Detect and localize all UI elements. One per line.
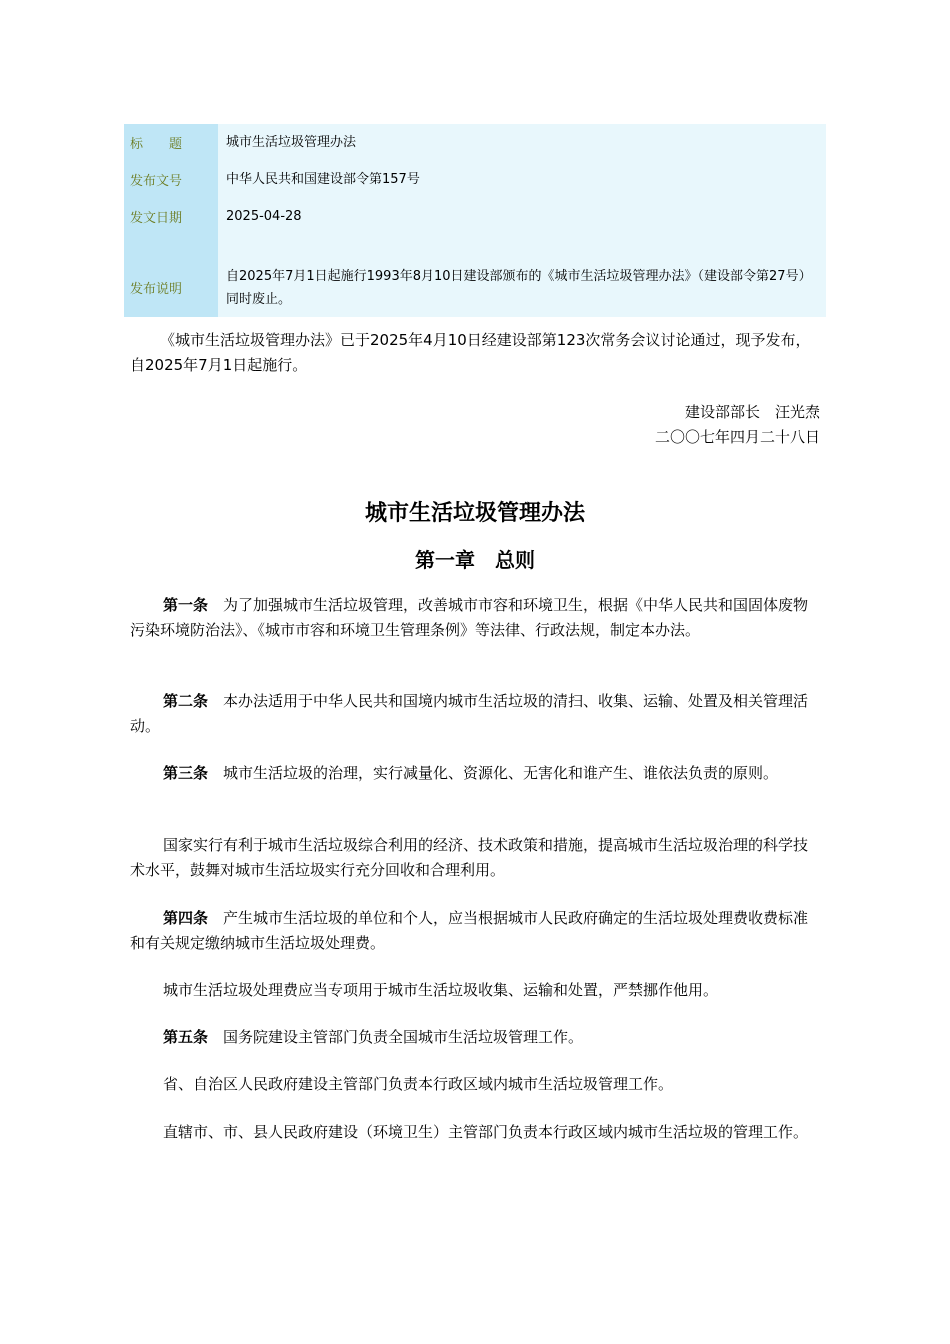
- meta-title-value: 城市生活垃圾管理办法: [218, 124, 826, 161]
- article-5: [130, 1025, 820, 1050]
- metadata-table: [124, 124, 826, 317]
- article-5-paragraph-3: 直辖市、市、县人民政府建设（环境卫生）主管部门负责本行政区域内城市生活垃圾的管理工作。: [163, 1123, 809, 1141]
- document-title: 城市生活垃圾管理办法: [364, 501, 585, 526]
- meta-desc-value: 自2025年7月1日起施行1993年8月10日建设部颁布的《城市生活垃圾管理办法》（建设部令第27号）同时废止。: [218, 258, 826, 317]
- meta-row-date: [124, 198, 826, 235]
- article-1-text: 为了加强城市生活垃圾管理，改善城市市容和环境卫生，根据《中华人民共和国固体废物污染环境防治法》、《城市市容和环境卫生管理条例》等法律、行政法规，制定本办法。: [130, 596, 809, 639]
- article-3-paragraph-2: 国家实行有利于城市生活垃圾综合利用的经济、技术政策和措施，提高城市生活垃圾治理的科学技术水平，鼓舞对城市生活垃圾实行充分回收和合理利用。: [130, 836, 809, 879]
- article-4-paragraph-2: 城市生活垃圾处理费应当专项用于城市生活垃圾收集、运输和处置，严禁挪作他用。: [163, 981, 719, 999]
- article-5-text: 国务院建设主管部门负责全国城市生活垃圾管理工作。: [223, 1028, 584, 1046]
- article-5-paragraph-2: 省、自治区人民政府建设主管部门负责本行政区域内城市生活垃圾管理工作。: [163, 1075, 674, 1093]
- chapter-title: 第一章 总则: [415, 548, 535, 572]
- article-4-label: 第四条: [163, 909, 209, 927]
- meta-date-value: 2025-04-28: [218, 198, 826, 235]
- article-4: [130, 906, 820, 956]
- signature-signer: 建设部部长 汪光焘: [684, 403, 820, 421]
- article-4-text: 产生城市生活垃圾的单位和个人，应当根据城市人民政府确定的生活垃圾处理费收费标准和有关规定缴纳城市生活垃圾处理费。: [130, 909, 809, 952]
- article-2-label: 第二条: [163, 692, 209, 710]
- meta-row-spacer: [124, 235, 826, 258]
- meta-docno-label: 发布文号: [124, 161, 218, 198]
- article-3: [130, 761, 820, 786]
- article-1: [130, 593, 820, 643]
- meta-date-label: 发文日期: [124, 198, 218, 235]
- intro-paragraph: 《城市生活垃圾管理办法》已于2025年4月10日经建设部第123次常务会议讨论通过，现予发布，自2025年7月1日起施行。: [130, 331, 811, 374]
- meta-title-label: 标 题: [124, 124, 218, 161]
- article-3-text: 城市生活垃圾的治理，实行减量化、资源化、无害化和谁产生、谁依法负责的原则。: [223, 764, 779, 782]
- meta-row-title: [124, 124, 826, 161]
- signature-date: 二〇〇七年四月二十八日: [654, 428, 820, 446]
- article-1-label: 第一条: [163, 596, 209, 614]
- article-5-label: 第五条: [163, 1028, 209, 1046]
- article-2-text: 本办法适用于中华人民共和国境内城市生活垃圾的清扫、收集、运输、处置及相关管理活动。: [130, 692, 809, 735]
- article-3-label: 第三条: [163, 764, 209, 782]
- meta-row-docno: [124, 161, 826, 198]
- meta-row-desc: [124, 258, 826, 317]
- meta-desc-label: 发布说明: [124, 258, 218, 317]
- article-2: [130, 689, 820, 739]
- meta-docno-value: 中华人民共和国建设部令第157号: [218, 161, 826, 198]
